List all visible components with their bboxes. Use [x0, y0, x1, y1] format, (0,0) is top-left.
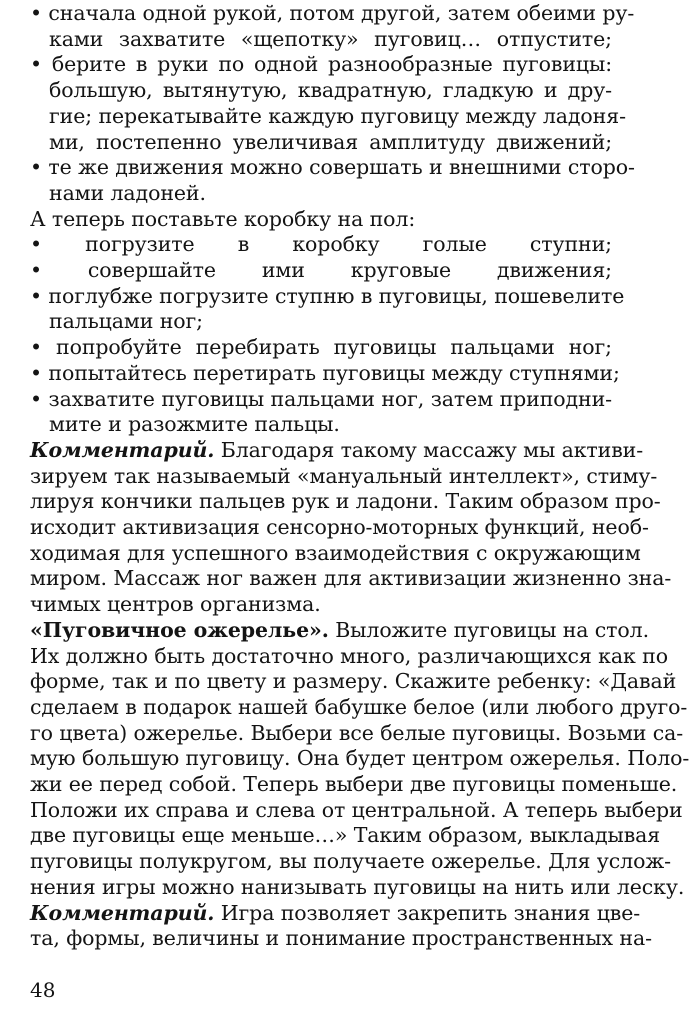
- text-line: миром. Массаж ног важен для активизации жизненно зна-: [30, 566, 672, 591]
- text-line: • сначала одной рукой, потом другой, затем обеими ру-: [30, 1, 635, 25]
- text-line: форме, так и по цвету и размеру. Скажите ребенку: «Давай: [30, 669, 677, 694]
- text-line: • совершайте ими круговые движения;: [30, 258, 612, 282]
- text-line: ми, постепенно увеличивая амплитуду движений;: [49, 129, 612, 154]
- text-line: «Пуговичное ожерелье». Выложите пуговицы на стол.: [30, 617, 650, 642]
- text-line: исходит активизация сенсорно-моторных функций, необ-: [30, 515, 649, 539]
- text-line: • захватите пуговицы пальцами ног, затем приподни-: [30, 386, 612, 411]
- game-title: «Пуговичное ожерелье».: [30, 617, 329, 642]
- text-line: лируя кончики пальцев рук и ладони. Таким образом про-: [30, 489, 661, 514]
- text-line: зируем так называемый «мануальный интеллект», стиму-: [30, 463, 658, 488]
- text-line: та, формы, величины и понимание пространственных на-: [30, 926, 652, 951]
- text-line: ходимая для успешного взаимодействия с окружающим: [30, 540, 641, 565]
- text-line: пуговицы полукругом, вы получаете ожерелье. Для услож-: [30, 849, 671, 874]
- text-line: • те же движения можно совершать и внешними сторо-: [30, 155, 635, 180]
- text-line: А теперь поставьте коробку на пол:: [30, 206, 416, 231]
- text-line: мите и разожмите пальцы.: [49, 412, 340, 437]
- text-line: пальцами ног;: [49, 309, 203, 334]
- text-line: жи ее перед собой. Теперь выбери две пуговицы поменьше.: [30, 772, 678, 796]
- text-line: Положи их справа и слева от центральной. А теперь выбери: [30, 797, 683, 822]
- text-line: чимых центров организма.: [30, 592, 321, 617]
- text-line: две пуговицы еще меньше…» Таким образом, выкладывая: [30, 823, 661, 848]
- text-line: • берите в руки по одной разнообразные пуговицы:: [30, 52, 612, 77]
- text-line: го цвета) ожерелье. Выбери все белые пуговицы. Возьми са-: [30, 720, 684, 745]
- page-number: 48: [30, 978, 56, 1002]
- text-line: мую большую пуговицу. Она будет центром ожерелья. Поло-: [30, 746, 689, 771]
- comment-label: Комментарий.: [30, 437, 215, 462]
- text-line: Комментарий. Игра позволяет закрепить знания цве-: [30, 900, 641, 925]
- text-line: Их должно быть достаточно много, различающихся как по: [30, 643, 668, 668]
- text-line: нения игры можно нанизывать пуговицы на нить или леску.: [30, 874, 685, 899]
- text-line: • попробуйте перебирать пуговицы пальцами ног;: [30, 335, 612, 360]
- text-line: Комментарий. Благодаря такому массажу мы активи-: [30, 437, 644, 462]
- text-line: • поглубже погрузите ступню в пуговицы, пошевелите: [30, 283, 625, 308]
- text-line: • погрузите в коробку голые ступни;: [30, 232, 612, 257]
- text-line: ками захватите «щепотку» пуговиц… отпустите;: [49, 26, 612, 51]
- text-line: сделаем в подарок нашей бабушке белое (или любого друго-: [30, 694, 688, 719]
- text-line: • попытайтесь перетирать пуговицы между ступнями;: [30, 360, 620, 385]
- text-line: гие; перекатывайте каждую пуговицу между ладоня-: [49, 103, 626, 128]
- text-line: большую, вытянутую, квадратную, гладкую и дру-: [49, 78, 612, 103]
- text-line: нами ладоней.: [49, 180, 206, 205]
- comment-label: Комментарий.: [30, 900, 215, 925]
